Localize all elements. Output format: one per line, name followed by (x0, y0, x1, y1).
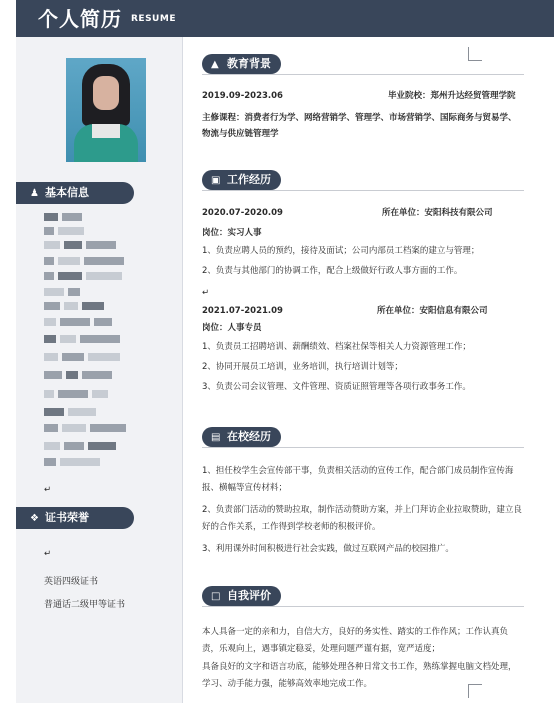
resume-title: 个人简历 (38, 7, 122, 31)
education-tag (202, 54, 281, 74)
job-company: 所在单位：安阳信息有限公司 (377, 306, 488, 316)
certificate-item: 英语四级证书 (44, 577, 99, 587)
section-line (202, 447, 524, 448)
person-icon: ♟ (30, 188, 39, 199)
paragraph-mark: ↵ (44, 485, 52, 495)
section-line (202, 74, 524, 75)
corner-mark (468, 47, 482, 61)
certificates-tag (16, 507, 134, 529)
blurred-info (44, 424, 126, 432)
campus-label: 在校经历 (227, 430, 271, 443)
ribbon-icon: ❖ (30, 513, 39, 524)
self-eval-paragraph: 本人具备一定的亲和力，自信大方，良好的务实性、踏实的工作作风；工作认真负责，乐观向上，遇事镇定稳妥，处理问题严谨有据，宽严适度； (202, 627, 509, 654)
job-period: 2021.07-2021.09 (202, 306, 283, 316)
blurred-info (44, 257, 124, 265)
corner-mark (468, 684, 482, 698)
graduation-cap-icon: ▲ (211, 59, 219, 70)
blurred-info (44, 213, 82, 221)
blurred-info (44, 241, 116, 249)
job-duty: 2、协同开展员工培训，业务培训，执行培训计划等； (202, 362, 403, 372)
blurred-info (44, 390, 108, 398)
chat-icon: □ (211, 591, 221, 602)
education-courses: 主修课程：消费者行为学、网络营销学、管理学、市场营销学、国际商务与贸易学、物流与供应链管理学 (202, 113, 517, 139)
job-role: 岗位：人事专员 (202, 323, 262, 333)
blurred-info (44, 227, 84, 235)
self-eval-label: 自我评价 (227, 589, 271, 602)
section-line (202, 606, 524, 607)
job-company: 所在单位：安阳科技有限公司 (382, 208, 493, 218)
basic-info-tag (16, 182, 134, 204)
paragraph-mark: ↵ (202, 288, 210, 298)
campus-item: 3、利用课外时间积极进行社会实践，做过互联网产品的校园推广。 (202, 544, 454, 554)
profile-photo (66, 58, 146, 162)
blurred-info (44, 458, 100, 466)
campus-item: 1、担任校学生会宣传部干事，负责相关活动的宣传工作，配合部门成员制作宣传海报、横幅等宣传材料； (202, 466, 514, 493)
blurred-info (44, 371, 112, 379)
education-label: 教育背景 (227, 57, 271, 70)
blurred-info (44, 272, 122, 280)
work-tag (202, 170, 281, 190)
certificate-item: 普通话二级甲等证书 (44, 600, 126, 610)
education-period: 2019.09-2023.06 (202, 91, 283, 101)
blurred-info (44, 335, 120, 343)
job-period: 2020.07-2020.09 (202, 208, 283, 218)
column-divider (182, 37, 183, 703)
blurred-info (44, 353, 120, 361)
briefcase-icon: ▣ (211, 175, 221, 186)
blurred-info (44, 318, 112, 326)
campus-tag (202, 427, 281, 447)
blurred-info (44, 442, 116, 450)
section-line (202, 190, 524, 191)
basic-info-label: 基本信息 (45, 186, 89, 199)
notebook-icon: ▤ (211, 432, 221, 443)
resume-subtitle: RESUME (131, 14, 176, 24)
job-role: 岗位：实习人事 (202, 228, 262, 238)
job-duty: 2、负责与其他部门的协调工作，配合上级做好行政人事方面的工作。 (202, 266, 463, 276)
paragraph-mark: ↵ (44, 549, 52, 559)
work-label: 工作经历 (227, 173, 271, 186)
education-school: 毕业院校：郑州升达经贸管理学院 (388, 91, 516, 101)
job-duty: 1、负责员工招聘培训、薪酬绩效、档案社保等相关人力资源管理工作； (202, 342, 471, 352)
self-eval-paragraph: 具备良好的文字和语言功底，能够处理各种日常文书工作，熟练掌握电脑文档处理，学习、动手能力强，能够高效率地完成工作。 (202, 662, 517, 689)
certificates-label: 证书荣誉 (45, 511, 89, 524)
blurred-info (44, 408, 96, 416)
blurred-info (44, 288, 80, 296)
job-duty: 1、负责应聘人员的预约，接待及面试；公司内部员工档案的建立与管理； (202, 246, 480, 256)
campus-item: 2、负责部门活动的赞助拉取，制作活动赞助方案，并上门拜访企业拉取赞助，建立良好的合作关系，工作得到学校老师的积极评价。 (202, 505, 522, 532)
blurred-info (44, 302, 104, 310)
job-duty: 3、负责公司会议管理、文件管理、资质证照管理等各项行政事务工作。 (202, 382, 471, 392)
self-eval-tag (202, 586, 281, 606)
